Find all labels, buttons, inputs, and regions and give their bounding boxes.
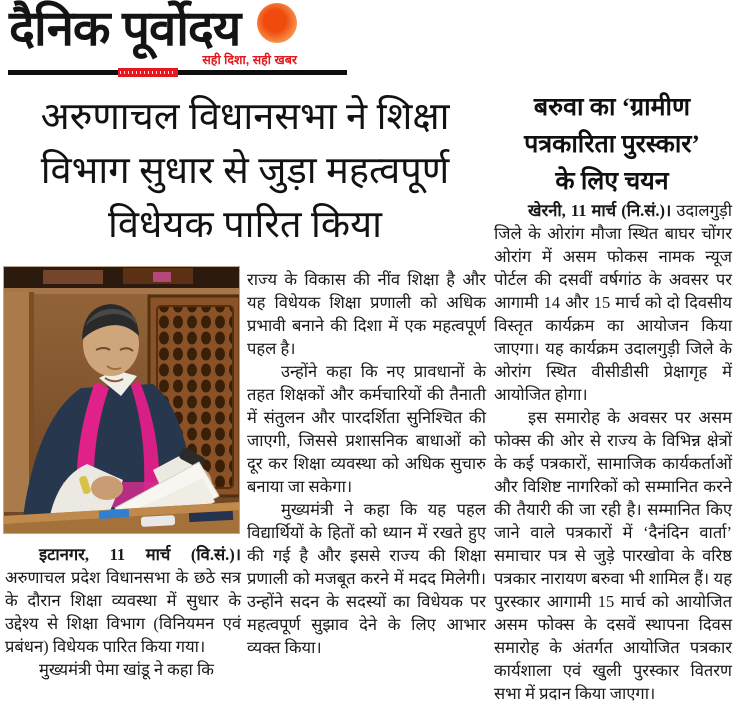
- side-article-dateline: खेरनी, 11 मार्च (नि.सं.)।: [528, 201, 672, 220]
- main-article-para: मुख्यमंत्री ने कहा कि यह पहल विद्यार्थियों के हितों को ध्यान में रखते हुए की गई है और इससे राज्य की शिक्षा प्रणाली को मजबूत करने में मदद मिलेगी। उन्होंने सदन के सदस्यों का विधेयक पर महत्वपूर्ण सुझाव देने के लिए आभार व्यक्त किया।: [247, 500, 486, 657]
- main-article-para: उन्होंने कहा कि नए प्रावधानों के तहत शिक्षकों और कर्मचारियों की तैनाती में संतुलन और पारदर्शिता सुनिश्चित की जाएगी, जिससे प्रशासनिक बाधाओं को दूर कर शिक्षा व्यवस्था को अधिक सुचारु बनाया जा सकेगा।: [247, 362, 486, 496]
- side-article-headline: [490, 89, 734, 200]
- masthead: [0, 0, 360, 88]
- side-article-para: इस समारोह के अवसर पर असम फोक्स की ओर से राज्य के विभिन्न क्षेत्रों के कई पत्रकारों, सामाजिक कार्यकर्ताओं और विशिष्ट नागरिकों को सम्मानित करने की तैयारी की जा रही है। सम्मानित किए जाने वाले पत्रकारों में ‘दैनंदिन वार्ता’ समाचार पत्र से जुड़े पारखोवा के वरिष्ठ पत्रकार नारायण बरुवा भी शामिल हैं। यह पुरस्कार आगामी 15 मार्च को आयोजित असम फोक्स के दसवें स्थापना दिवस समारोह के अंतर्गत आयोजित पत्रकार कार्यशाला एवं खुली पुरस्कार वितरण सभा में प्रदान किया जाएगा।: [494, 408, 732, 703]
- side-headline-line-2: पत्रकारिता पुरस्कार’: [524, 131, 700, 158]
- main-headline-line-3: विधेयक पारित किया: [108, 204, 382, 246]
- main-article-first-para: [5, 543, 241, 658]
- main-article-left-column: [5, 543, 241, 681]
- masthead-title: दैनिक पूर्वोदय: [9, 2, 241, 56]
- rising-sun-icon: [257, 3, 297, 43]
- side-article-column: [494, 199, 732, 705]
- side-headline-line-3: के लिए चयन: [555, 168, 669, 195]
- masthead-ribbon: [118, 68, 178, 77]
- side-article-para-text: उदालगुड़ी जिले के ओरांग मौजा स्थित बाघर चोंगर ओरांग में असम फोकस नामक न्यूज पोर्टल की दसवीं वर्षगांठ के अवसर पर आगामी 14 और 15 मार्च को दो दिवसीय विस्तृत कार्यक्रम का आयोजन किया जाएगा। यह कार्यक्रम उदालगुड़ी जिले के ओरांग स्थित वीसीडीसी प्रेक्षागृह में आयोजित होगा।: [494, 201, 732, 404]
- main-headline-line-1: अरुणाचल विधानसभा ने शिक्षा: [40, 96, 450, 138]
- main-article-para-text: अरुणाचल प्रदेश विधानसभा के छठे सत्र के दौरान शिक्षा व्यवस्था में सुधार के उद्देश्य से शिक्षा विभाग (विनियमन एवं प्रबंधन) विधेयक पारित किया गया।: [5, 568, 241, 656]
- main-article-middle-column: [247, 268, 486, 659]
- main-article-para: मुख्यमंत्री पेमा खांडू ने कहा कि: [39, 660, 214, 679]
- main-headline: [2, 90, 488, 252]
- news-photo-man-reading-documents: [3, 266, 240, 534]
- side-headline-line-1: बरुवा का ‘ग्रामीण: [533, 94, 691, 121]
- side-article-first-para: [494, 199, 732, 406]
- masthead-tagline: सही दिशा, सही खबर: [202, 53, 297, 67]
- main-article-dateline: इटानगर, 11 मार्च (वि.सं.)।: [39, 545, 241, 564]
- main-headline-line-2: विभाग सुधार से जुड़ा महत्वपूर्ण: [40, 150, 450, 192]
- main-article-para: राज्य के विकास की नींव शिक्षा है और यह विधेयक शिक्षा प्रणाली को अधिक प्रभावी बनाने की दिशा में एक महत्वपूर्ण पहल है।: [247, 270, 486, 358]
